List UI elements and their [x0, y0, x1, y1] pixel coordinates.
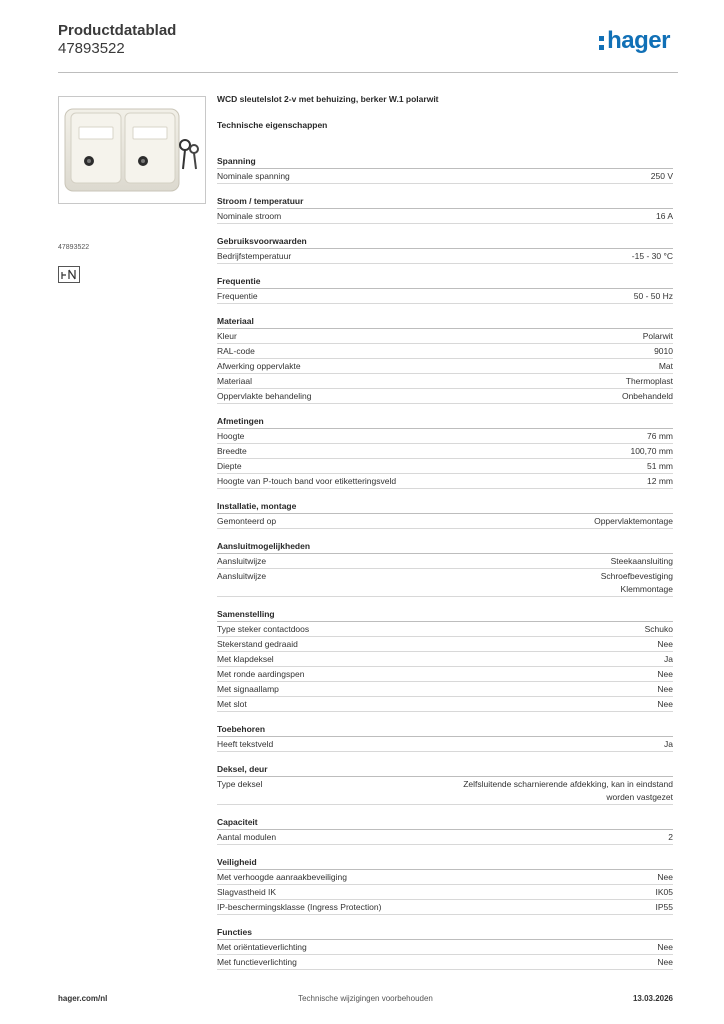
property-row [217, 289, 673, 304]
property-row [217, 444, 673, 459]
property-label: Afwerking oppervlakte [217, 361, 301, 371]
property-value: Ja [664, 739, 673, 749]
property-row [217, 459, 673, 474]
property-value: 76 mm [647, 431, 673, 441]
property-value: Nee [657, 699, 673, 709]
property-label: Breedte [217, 446, 247, 456]
property-value: Mat [658, 361, 673, 371]
property-value: Nee [657, 639, 673, 649]
property-value: Schroefbevestiging Klemmontage [600, 571, 673, 594]
property-value: IK05 [655, 887, 673, 897]
logo-dots-icon [599, 36, 604, 50]
group-title: Toebehoren [217, 712, 673, 737]
product-code: 47893522 [58, 244, 90, 251]
group-title: Deksel, deur [217, 752, 673, 777]
property-label: Met klapdeksel [217, 654, 274, 664]
property-row [217, 737, 673, 752]
socket-outlet-image-icon [59, 97, 205, 203]
property-label: Aansluitwijze [217, 556, 267, 566]
group-title: Afmetingen [217, 404, 673, 429]
document-number: 47893522 [58, 40, 125, 57]
property-row [217, 249, 673, 264]
property-value: Oppervlaktemontage [594, 516, 673, 526]
header-divider [58, 72, 678, 73]
product-title: WCD sleutelslot 2-v met behuizing, berker W.1 polarwit [217, 94, 439, 104]
group-title: Frequentie [217, 264, 673, 289]
property-label: Met verhoogde aanraakbeveiliging [217, 872, 347, 882]
property-label: Met ronde aardingspen [217, 669, 305, 679]
property-value: Steekaansluiting [610, 556, 673, 566]
property-label: Aantal modulen [217, 832, 277, 842]
property-value: 9010 [654, 346, 673, 356]
property-row [217, 374, 673, 389]
property-row [217, 900, 673, 915]
property-value: Nee [657, 942, 673, 952]
group-title: Materiaal [217, 304, 673, 329]
property-value: Nee [657, 684, 673, 694]
property-label: Aansluitwijze [217, 571, 267, 581]
property-row [217, 777, 673, 805]
property-label: Met signaallamp [217, 684, 279, 694]
property-value: Ja [664, 654, 673, 664]
property-label: Stekerstand gedraaid [217, 639, 298, 649]
property-value: -15 - 30 °C [631, 251, 673, 261]
property-value: Schuko [644, 624, 673, 634]
property-label: Hoogte [217, 431, 245, 441]
property-label: Met functieverlichting [217, 957, 297, 967]
property-value: Polarwit [642, 331, 673, 341]
property-row [217, 955, 673, 970]
property-value: Zelfsluitende scharnierende afdekking, kan in eindstand worden vastgezet [463, 779, 673, 802]
page-footer [58, 994, 673, 1006]
property-row [217, 569, 673, 597]
property-label: Frequentie [217, 291, 258, 301]
property-value: IP55 [655, 902, 673, 912]
property-row [217, 514, 673, 529]
property-row [217, 885, 673, 900]
property-label: Nominale spanning [217, 171, 290, 181]
group-title: Spanning [217, 144, 673, 169]
group-title: Aansluitmogelijkheden [217, 529, 673, 554]
property-row [217, 474, 673, 489]
group-title: Functies [217, 915, 673, 940]
property-value: 51 mm [647, 461, 673, 471]
property-label: RAL-code [217, 346, 255, 356]
property-row [217, 169, 673, 184]
property-label: Materiaal [217, 376, 252, 386]
property-label: Met slot [217, 699, 247, 709]
property-value: 50 - 50 Hz [633, 291, 673, 301]
property-label: Nominale stroom [217, 211, 282, 221]
property-row [217, 389, 673, 404]
technical-data [217, 94, 673, 970]
property-label: Type steker contactdoos [217, 624, 310, 634]
group-title: Capaciteit [217, 805, 673, 830]
property-row [217, 667, 673, 682]
footer-date: 13.03.2026 [632, 994, 673, 1003]
property-row [217, 870, 673, 885]
property-value: 2 [668, 832, 673, 842]
property-label: Hoogte van P-touch band voor etiketteringsveld [217, 476, 397, 486]
property-row [217, 209, 673, 224]
installation-symbol-icon [58, 266, 80, 283]
property-label: Met oriëntatieverlichting [217, 942, 307, 952]
property-value: 250 V [650, 171, 673, 181]
group-title: Stroom / temperatuur [217, 184, 673, 209]
property-label: Type deksel [217, 779, 263, 789]
property-row [217, 554, 673, 569]
property-label: Kleur [217, 331, 237, 341]
product-photo [58, 96, 206, 204]
property-value: Thermoplast [625, 376, 673, 386]
property-value: Nee [657, 872, 673, 882]
property-row [217, 359, 673, 374]
footer-disclaimer: Technische wijzigingen voorbehouden [298, 994, 433, 1003]
hager-logo [599, 28, 670, 54]
property-groups [217, 144, 673, 970]
property-row [217, 940, 673, 955]
property-label: Bedrijfstemperatuur [217, 251, 292, 261]
logo-text: hager [607, 27, 670, 54]
group-title: Gebruiksvoorwaarden [217, 224, 673, 249]
property-value: 100,70 mm [630, 446, 673, 456]
property-row [217, 429, 673, 444]
property-row [217, 329, 673, 344]
property-label: Slagvastheid IK [217, 887, 277, 897]
document-title: Productdatablad [58, 22, 177, 39]
property-value: Nee [657, 957, 673, 967]
property-row [217, 622, 673, 637]
property-value: Nee [657, 669, 673, 679]
property-row [217, 344, 673, 359]
property-value: Onbehandeld [621, 391, 673, 401]
property-label: Oppervlakte behandeling [217, 391, 312, 401]
property-label: IP-beschermingsklasse (Ingress Protection) [217, 902, 382, 912]
property-row [217, 830, 673, 845]
property-label: Gemonteerd op [217, 516, 277, 526]
footer-website[interactable]: hager.com/nl [58, 994, 108, 1003]
group-title: Installatie, montage [217, 489, 673, 514]
group-title: Samenstelling [217, 597, 673, 622]
property-value: 16 A [655, 211, 673, 221]
property-label: Heeft tekstveld [217, 739, 274, 749]
page-header [58, 22, 678, 68]
property-row [217, 652, 673, 667]
property-value: 12 mm [647, 476, 673, 486]
property-row [217, 697, 673, 712]
property-label: Diepte [217, 461, 242, 471]
property-row [217, 682, 673, 697]
property-row [217, 637, 673, 652]
section-heading: Technische eigenschappen [217, 120, 328, 130]
group-title: Veiligheid [217, 845, 673, 870]
